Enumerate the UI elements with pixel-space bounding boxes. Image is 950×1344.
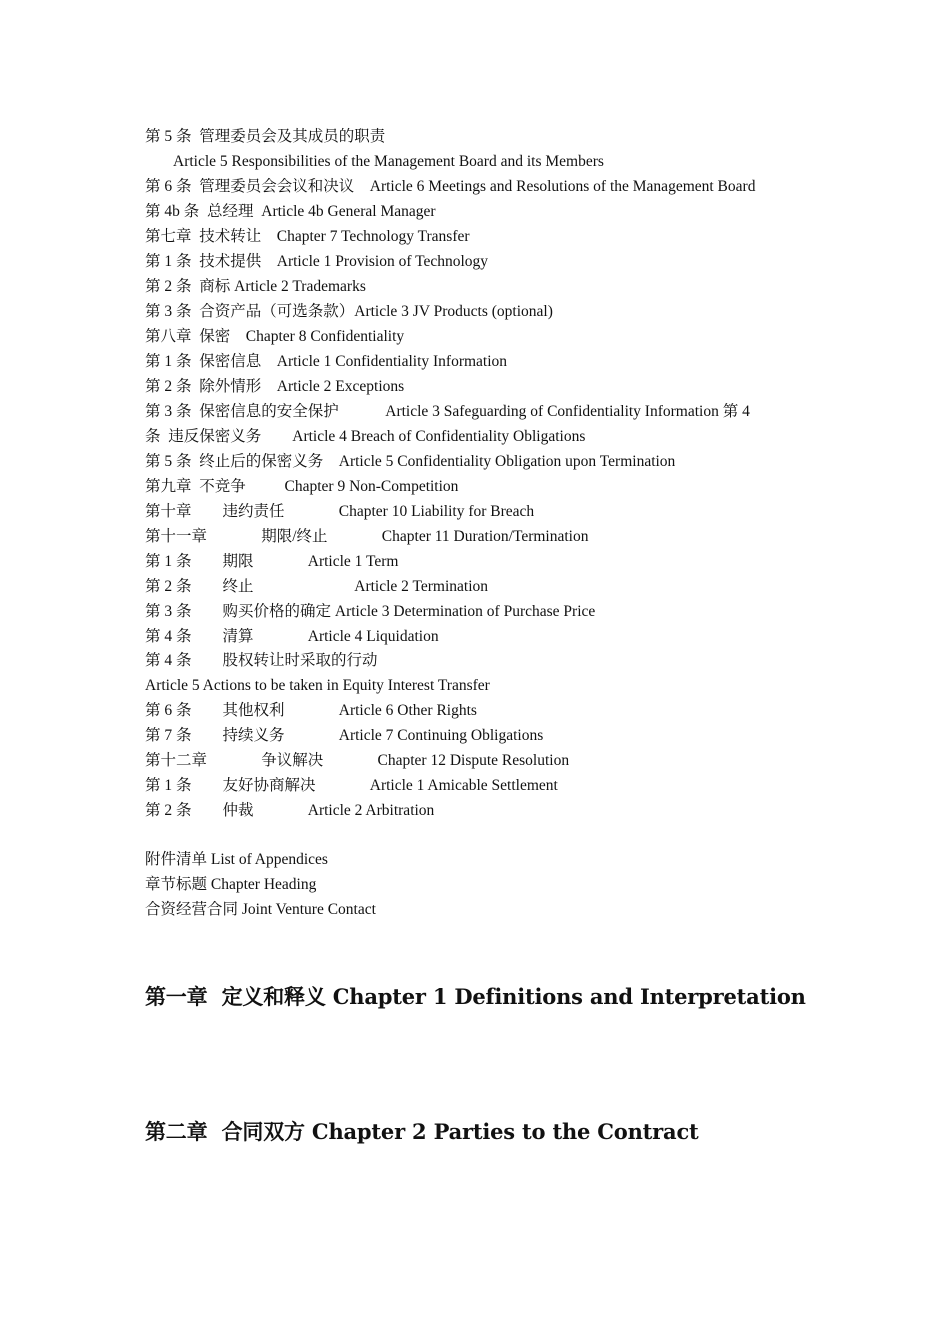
chapter-2-heading: 第二章 合同双方 Chapter 2 Parties to the Contract xyxy=(145,1119,699,1144)
toc-line: 第 7 条 持续义务 Article 7 Continuing Obligations xyxy=(145,727,544,744)
toc-line: 第 4b 条 总经理 Article 4b General Manager xyxy=(145,203,436,220)
toc-line: 第八章 保密 Chapter 8 Confidentiality xyxy=(145,328,405,345)
toc-line: Article 5 Actions to be taken in Equity Interest Transfer xyxy=(145,677,490,694)
toc-line: 第十二章 争议解决 Chapter 12 Dispute Resolution xyxy=(145,752,570,769)
chapter-1-heading: 第一章 定义和释义 Chapter 1 Definitions and Interpretation xyxy=(145,984,806,1009)
toc-line: 第十一章 期限/终止 Chapter 11 Duration/Termination xyxy=(145,528,589,545)
toc-line: 第 2 条 仲裁 Article 2 Arbitration xyxy=(145,802,435,819)
toc-line: 第 4 条 清算 Article 4 Liquidation xyxy=(145,628,439,645)
toc-line: 第 5 条 管理委员会及其成员的职责 xyxy=(145,128,386,145)
toc-line: 第九章 不竞争 Chapter 9 Non-Competition xyxy=(145,478,459,495)
toc-line: 第 1 条 保密信息 Article 1 Confidentiality Information xyxy=(145,353,508,370)
appendix-line: 合资经营合同 Joint Venture Contact xyxy=(145,901,376,918)
toc-line: 第 2 条 终止 Article 2 Termination xyxy=(145,578,489,595)
toc-line: 第 3 条 合资产品（可选条款）Article 3 JV Products (optional) xyxy=(145,303,553,320)
toc-line: 第七章 技术转让 Chapter 7 Technology Transfer xyxy=(145,228,470,245)
toc-line: 第 1 条 技术提供 Article 1 Provision of Technology xyxy=(145,253,489,270)
toc-line: 第 3 条 保密信息的安全保护 Article 3 Safeguarding of Confidentiality Information 第 4 xyxy=(145,403,750,420)
toc-line: 第 2 条 除外情形 Article 2 Exceptions xyxy=(145,378,405,395)
toc-line: 第 5 条 终止后的保密义务 Article 5 Confidentiality Obligation upon Termination xyxy=(145,453,676,470)
toc-line: 第 3 条 购买价格的确定 Article 3 Determination of Purchase Price xyxy=(145,603,596,620)
toc-line: 第十章 违约责任 Chapter 10 Liability for Breach xyxy=(145,503,535,520)
toc-line: 第 1 条 友好协商解决 Article 1 Amicable Settlement xyxy=(145,777,558,794)
toc-line: 第 1 条 期限 Article 1 Term xyxy=(145,553,399,570)
toc-line: 第 4 条 股权转让时采取的行动 xyxy=(145,652,378,669)
toc-line: 条 违反保密义务 Article 4 Breach of Confidentiality Obligations xyxy=(145,428,586,445)
appendix-line: 附件清单 List of Appendices xyxy=(145,851,328,868)
toc-line: 第 6 条 管理委员会会议和决议 Article 6 Meetings and Resolutions of the Management Board xyxy=(145,178,756,195)
toc-line: 第 6 条 其他权利 Article 6 Other Rights xyxy=(145,702,477,719)
toc-line: 第 2 条 商标 Article 2 Trademarks xyxy=(145,278,366,295)
appendix-line: 章节标题 Chapter Heading xyxy=(145,876,317,893)
toc-line: Article 5 Responsibilities of the Management Board and its Members xyxy=(173,153,604,170)
